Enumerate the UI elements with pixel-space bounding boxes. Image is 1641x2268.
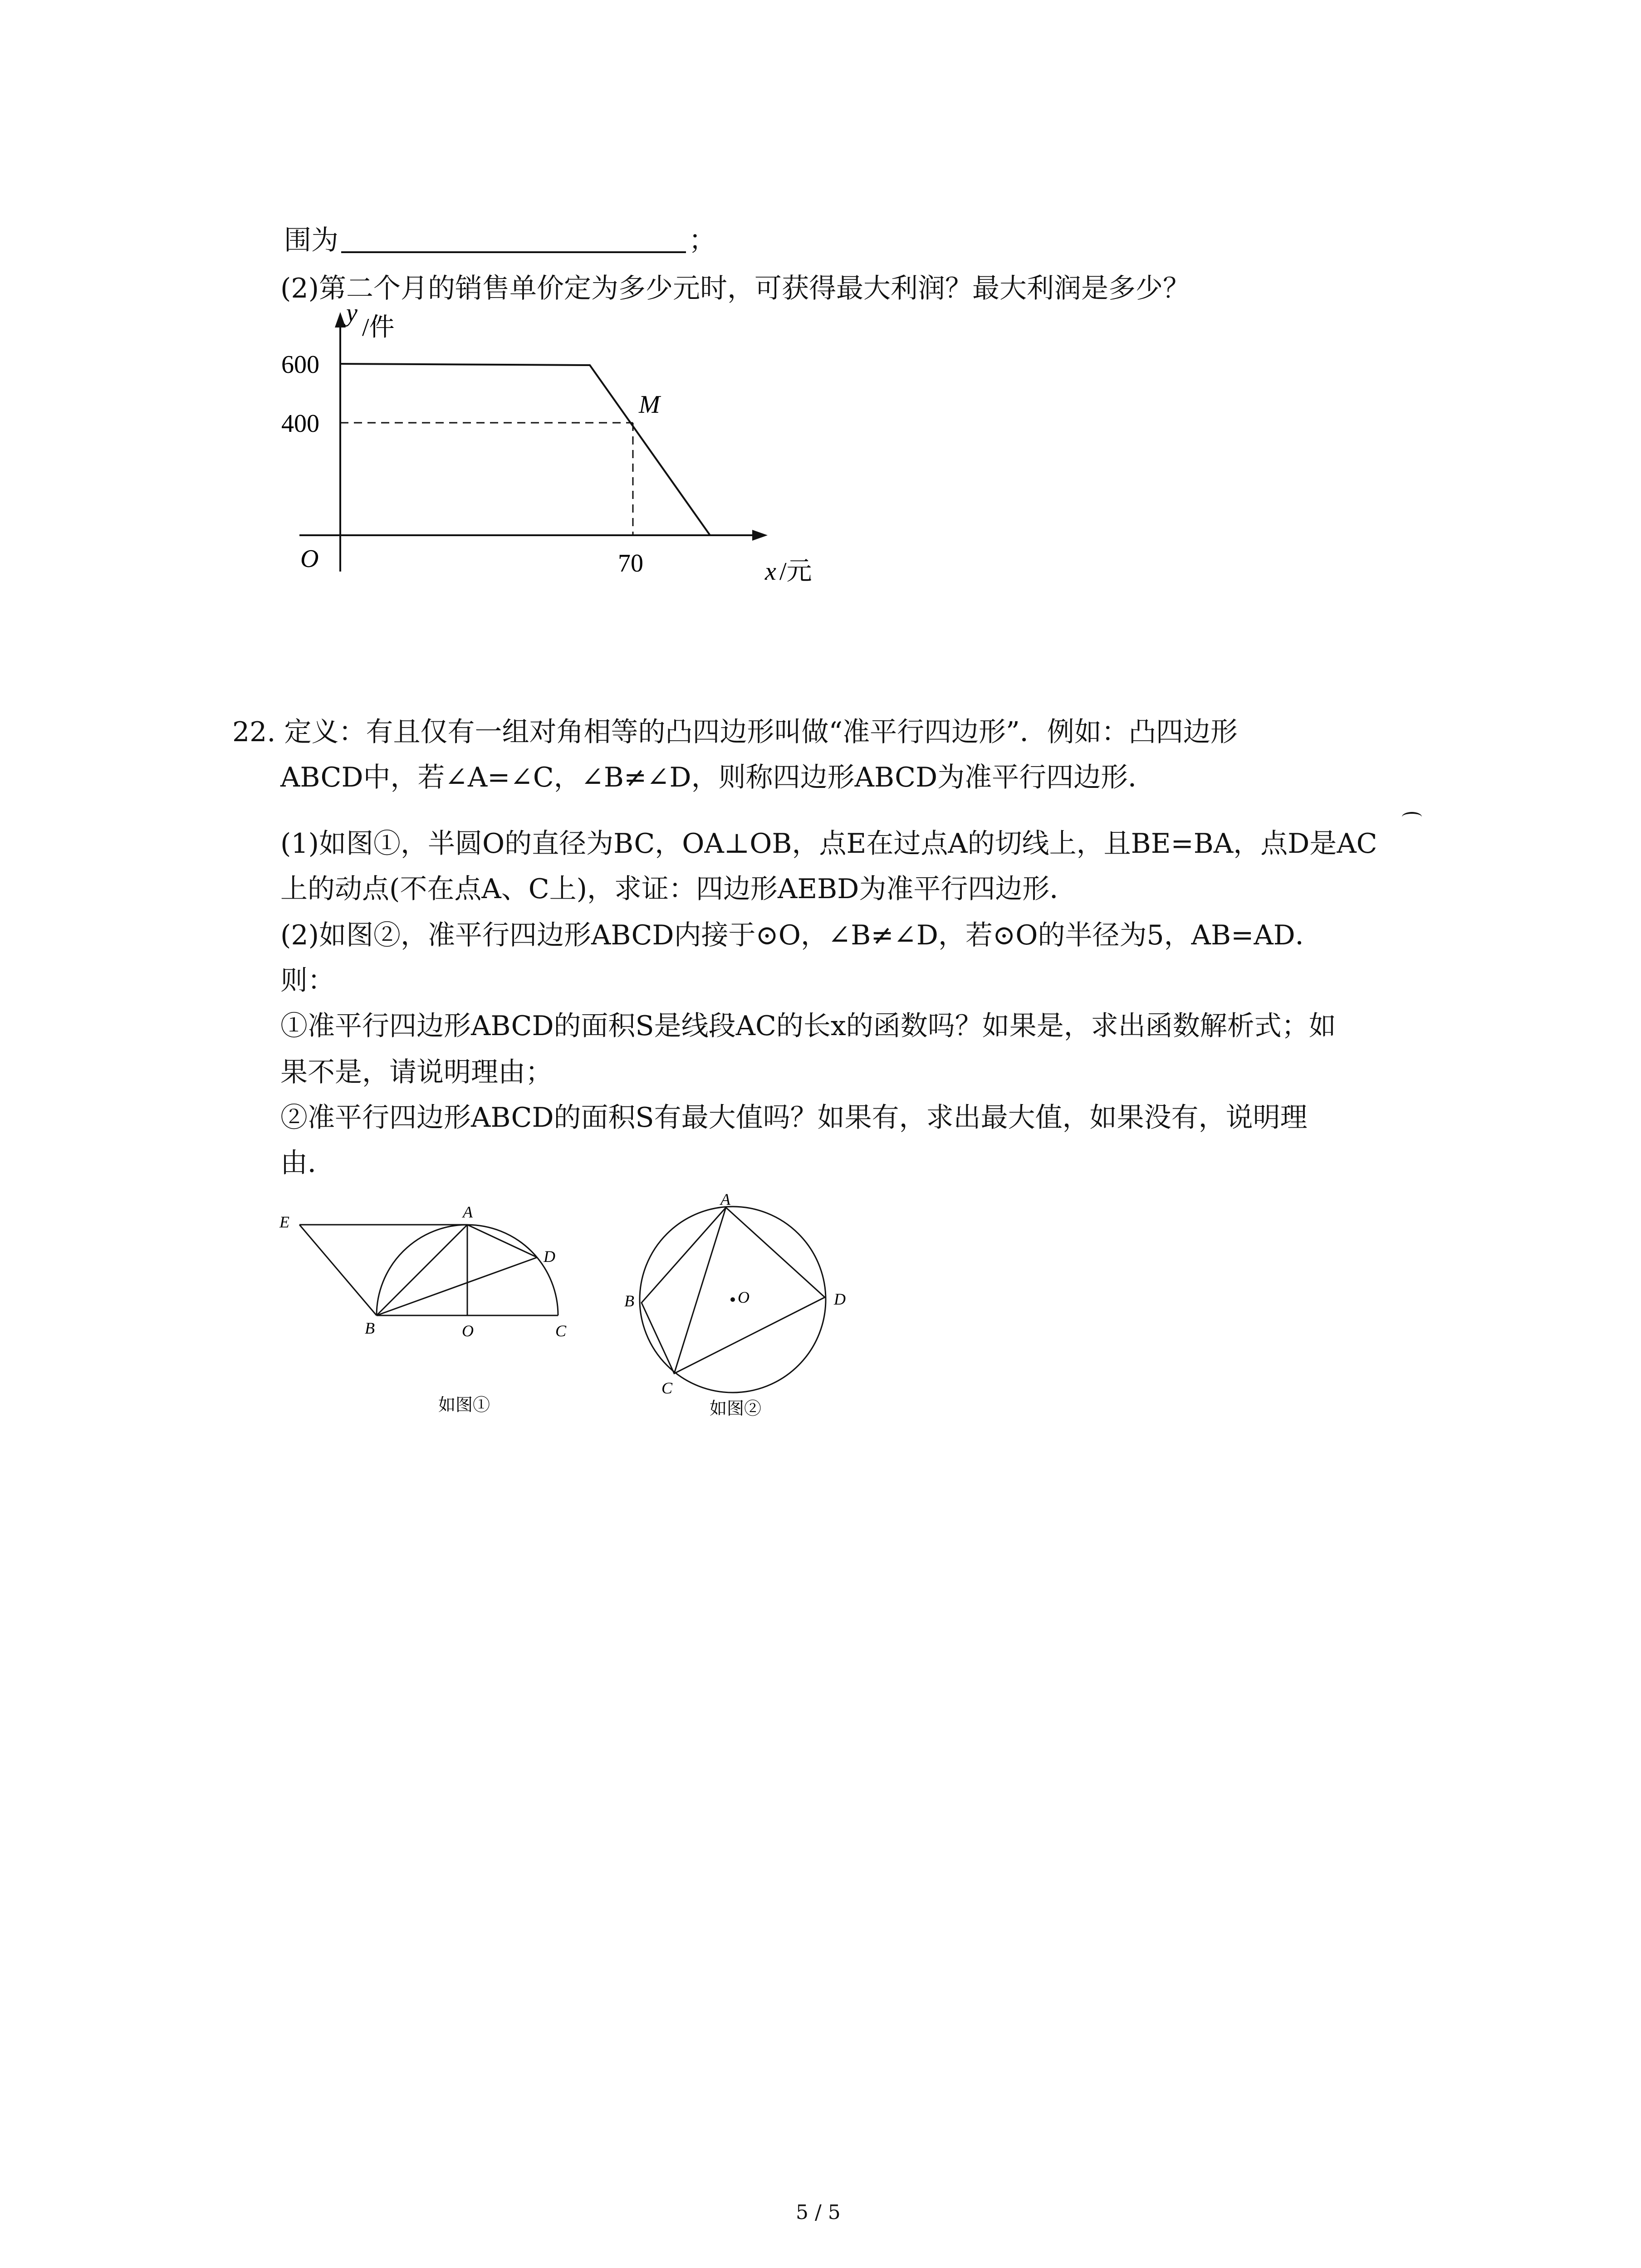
segment-bd — [377, 1257, 537, 1315]
label-e: E — [279, 1213, 289, 1231]
y-axis-arrow — [335, 312, 346, 327]
label-c: C — [661, 1379, 673, 1397]
segment-eb — [299, 1225, 377, 1315]
q22-line2: ABCD中，若∠A=∠C，∠B≠∠D，则称四边形ABCD为准平行四边形． — [280, 762, 1156, 793]
q22-line10: 由． — [280, 1147, 335, 1179]
segment-ab — [377, 1225, 467, 1315]
y-tick-400: 400 — [281, 410, 319, 438]
label-d: D — [834, 1290, 846, 1308]
q21-cont-prefix: 围为 — [284, 225, 338, 256]
page-number: 5 / 5 — [796, 2201, 841, 2224]
y-axis-label: y — [346, 299, 358, 327]
arc-ac-mark — [1402, 812, 1422, 822]
sales-function-line — [340, 364, 710, 535]
label-b: B — [365, 1319, 375, 1337]
answer-blank[interactable] — [341, 225, 686, 253]
q22-line8: 果不是，请说明理由； — [280, 1056, 553, 1088]
label-o: O — [462, 1322, 474, 1340]
label-d: D — [544, 1247, 555, 1266]
label-c: C — [555, 1322, 567, 1340]
label-a: A — [720, 1190, 730, 1208]
q22-line7: ①准平行四边形ABCD的面积S是线段AC的长x的函数吗？如果是，求出函数解析式；如 — [280, 1010, 1336, 1042]
q21-part2: (2)第二个月的销售单价定为多少元时，可获得最大利润？最大利润是多少？ — [280, 273, 1190, 304]
segment-ad — [467, 1225, 537, 1257]
label-o: O — [738, 1288, 749, 1306]
label-a: A — [463, 1203, 473, 1221]
y-tick-600: 600 — [281, 351, 319, 379]
figure-2-caption: 如图② — [710, 1399, 762, 1418]
q22-line5: (2)如图②，准平行四边形ABCD内接于⊙O，∠B≠∠D，若⊙O的半径为5，AB=AD． — [280, 919, 1323, 951]
q22-line6: 则： — [280, 965, 335, 997]
q21-cont-line — [284, 221, 716, 259]
x-axis-arrow — [752, 530, 768, 541]
point-m-label: M — [639, 391, 660, 419]
q21-cont-suffix: ； — [689, 225, 716, 256]
center-dot — [730, 1297, 735, 1302]
x-axis-unit: /元 — [779, 557, 812, 586]
q22-line4: 上的动点(不在点A、C上)，求证：四边形AEBD为准平行四边形． — [280, 873, 1077, 905]
y-axis-unit: /件 — [362, 313, 395, 342]
q22-line3: (1)如图①，半圆O的直径为BC，OA⊥OB，点E在过点A的切线上，且BE=BA，点D是AC — [280, 828, 1377, 860]
origin-label: O — [300, 545, 319, 573]
diagonal-ac — [674, 1207, 726, 1374]
q21-graph — [263, 299, 853, 590]
figure-1-caption: 如图① — [438, 1396, 490, 1415]
figure-2 — [612, 1184, 867, 1420]
x-tick-70: 70 — [618, 549, 643, 577]
figure-1 — [272, 1198, 617, 1420]
q22-line9: ②准平行四边形ABCD的面积S有最大值吗？如果有，求出最大值，如果没有，说明理 — [280, 1102, 1308, 1134]
x-axis-label: x — [765, 557, 776, 586]
q22-line1: 22. 定义：有且仅有一组对角相等的凸四边形叫做“准平行四边形”．例如：凸四边形 — [232, 716, 1238, 748]
label-b: B — [624, 1292, 634, 1310]
